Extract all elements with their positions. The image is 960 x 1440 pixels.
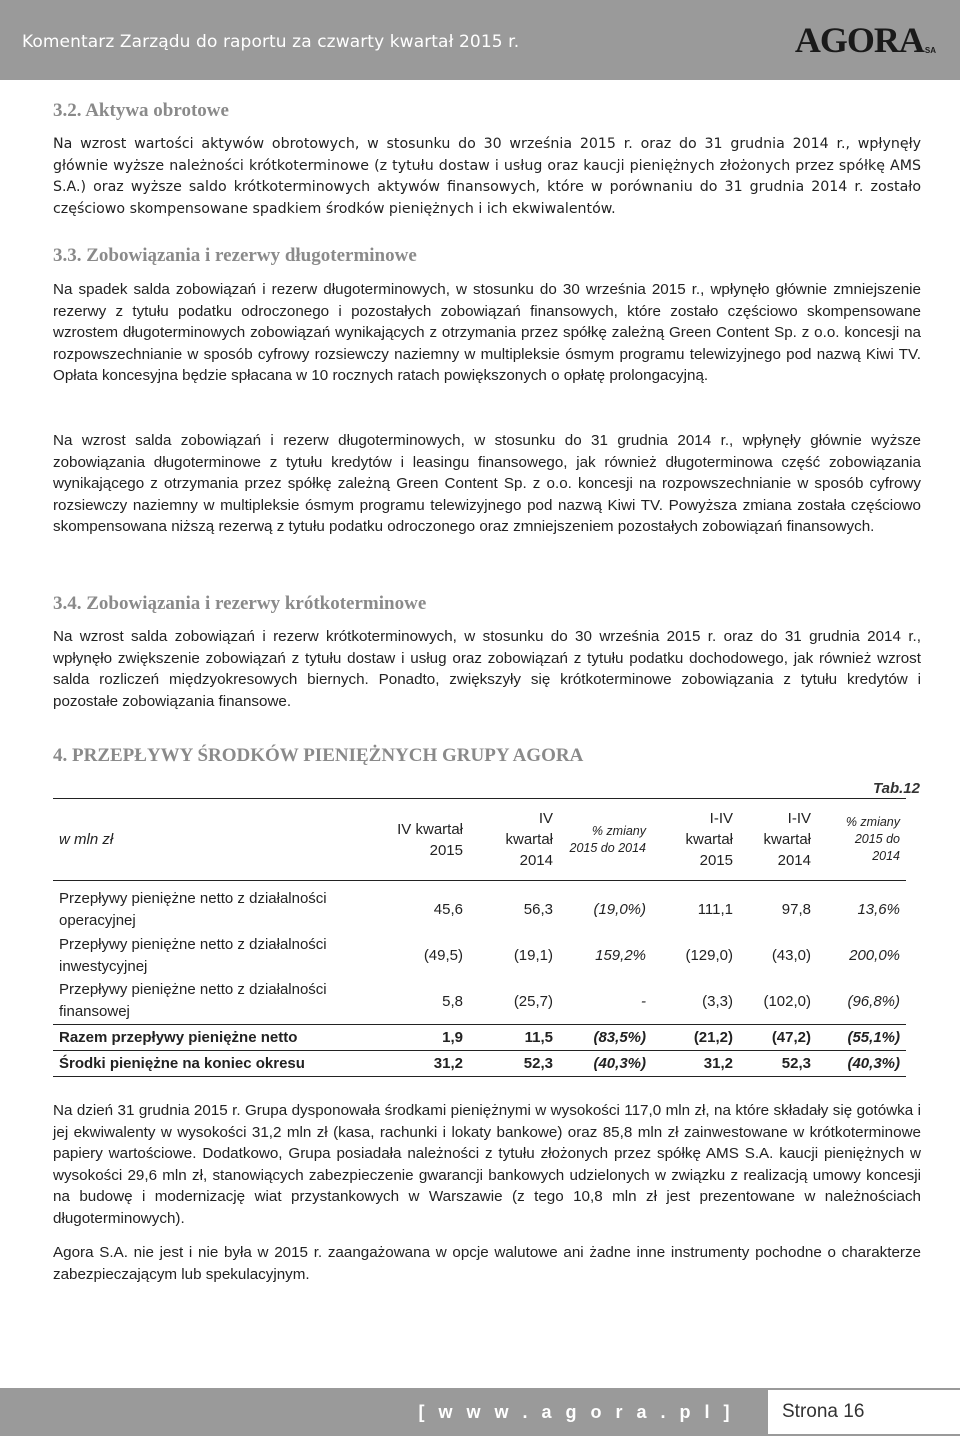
header-text: I-IV <box>709 810 733 827</box>
logo-text: AGORA <box>794 20 924 60</box>
paragraph: Na wzrost salda zobowiązań i rezerw krótkoterminowych, w stosunku do 30 września 2015 r. oraz do 31 grudnia 2014 r., wpłynęło zwiększenie zobowiązań z tytułu dostaw i usług oraz zobowiązań z tytułu podatku dochodowego, jak również wzrost salda rozliczeń międzyokresowych biernych. Ponadto, zwiększyły się krótkoterminowe zobowiązania z tytułu kredytów i pozostałe zobowiązania finansowe. <box>53 628 921 710</box>
section-long-term-body-1 <box>53 279 921 387</box>
table-header-row <box>53 799 906 881</box>
paragraph: Na dzień 31 grudnia 2015 r. Grupa dysponowała środkami pieniężnymi w wysokości 117,0 mln zł, na które składały się gotówka i jej ekwiwalenty w wysokości 31,2 mln zł (kasa, rachunki i lokaty bankowe) oraz 85,8 mln zł zainwestowane w krótkoterminowe papiery wartościowe. Dodatkowo, Grupa posiadała należności z tytułu złożonych przez spółkę AMS S.A. kaucji pieniężnych w wysokości 29,6 mln zł, stanowiących zabezpieczenie gwarancji bankowych udzielonych w związku z realizacją umowy koncesji na budowę i modernizację wiat przystankowych w Warszawie (z tego 10,8 mln zł jest prezentowane w należnościach długoterminowych). <box>53 1102 921 1227</box>
label-text: inwestycyjnej <box>59 957 148 975</box>
section-cash-flows <box>53 745 921 767</box>
page-header <box>0 0 960 80</box>
cell: 52,3 <box>523 1055 553 1072</box>
section-long-term-liabilities <box>53 245 921 267</box>
header-col-3 <box>559 799 652 881</box>
table-row <box>53 887 906 933</box>
header-text: kwartał <box>505 831 553 848</box>
cell: 1,9 <box>442 1029 463 1046</box>
cell: (3,3) <box>702 992 733 1010</box>
cell: (21,2) <box>693 1029 733 1046</box>
derivatives-text <box>53 1242 921 1285</box>
section-title: 3.4. Zobowiązania i rezerwy krótkoterminowe <box>53 593 427 614</box>
table-row <box>53 933 906 979</box>
label-text: finansowej <box>59 1003 130 1021</box>
cell: (96,8%) <box>847 992 900 1010</box>
table-row-total <box>53 1025 906 1051</box>
cell: 31,2 <box>433 1055 463 1072</box>
header-unit: w mln zł <box>59 831 114 848</box>
cash-position-text <box>53 1100 921 1229</box>
cell: (55,1%) <box>847 1029 900 1046</box>
cell: (49,5) <box>423 947 463 964</box>
cell: 56,3 <box>523 901 553 918</box>
cell: 111,1 <box>697 901 733 918</box>
cell: (40,3%) <box>847 1055 900 1072</box>
page-number: Strona 16 <box>768 1390 960 1434</box>
header-text: 2014 <box>872 849 900 863</box>
paragraph: Agora S.A. nie jest i nie była w 2015 r. zaangażowana w opcje walutowe ani żadne inne instrumenty pochodne o charakterze zabezpieczającym lub spekulacyjnym. <box>53 1244 921 1283</box>
header-text: I-IV <box>787 810 811 827</box>
cell: (25,7) <box>513 992 553 1010</box>
section-title: 4. PRZEPŁYWY ŚRODKÓW PIENIĘŻNYCH GRUPY AGORA <box>53 745 584 766</box>
cell: 11,5 <box>524 1029 553 1046</box>
header-col-5 <box>739 799 817 881</box>
paragraph: Na spadek salda zobowiązań i rezerw długoterminowych, w stosunku do 30 września 2015 r., wpłynęło głównie zmniejszenie rezerwy z tytułu podatku odroczonego i pozostałych zobowiązań finansowych, które zostało częściowo skompensowane wzrostem długoterminowych zobowiązań wynikających z otrzymania przez spółkę zależną Green Content Sp. z o.o. koncesji na rozpowszechnianie w sposób cyfrowy rozsiewczy naziemny w multipleksie ósmym programu telewizyjnego pod nazwą Kiwi TV. Opłata koncesyjna będzie spłacana w 10 rocznych ratach powiększonych o opłatę prolongacyjną. <box>53 281 921 384</box>
header-text: IV kwartał <box>397 820 463 838</box>
agora-logo <box>795 22 936 58</box>
header-text: 2015 <box>699 852 733 869</box>
section-current-assets-body <box>53 134 921 220</box>
section-short-term-body <box>53 626 921 712</box>
label-text: operacyjnej <box>59 911 136 929</box>
header-text: % zmiany <box>845 815 900 829</box>
header-text: % zmiany <box>591 823 646 838</box>
table-label: Tab.12 <box>873 780 920 797</box>
cash-flow-table-wrap <box>53 798 921 1077</box>
header-text: kwartał <box>763 831 811 848</box>
cell: (43,0) <box>771 947 811 964</box>
label-text: Przepływy pieniężne netto z działalności <box>59 981 327 999</box>
website-link[interactable]: [ w w w . a g o r a . p l ] <box>418 1402 734 1422</box>
section-current-assets <box>53 100 921 122</box>
paragraph: Na wzrost wartości aktywów obrotowych, w stosunku do 30 września 2015 r. oraz do 31 grudnia 2014 r., wpłynęły głównie wyższe należności krótkoterminowe (z tytułu dostaw i usług oraz kaucji pieniężnych złożonych przez spółkę AMS S.A.) oraz wyższe saldo krótkoterminowych aktywów finansowych, które w porównaniu do 31 grudnia 2014 r. zostało częściowo skompensowane spadkiem środków pieniężnych i ich ekwiwalentów. <box>53 136 921 217</box>
header-text: 2015 do 2014 <box>569 840 646 855</box>
section-long-term-body-2 <box>53 430 921 538</box>
cell: (47,2) <box>771 1029 811 1046</box>
row-label <box>53 887 371 933</box>
label-text: Przepływy pieniężne netto z działalności <box>59 889 327 907</box>
cell: 13,6% <box>857 901 900 918</box>
cell: 200,0% <box>849 947 900 964</box>
header-text: 2014 <box>777 852 811 869</box>
section-title: 3.2. Aktywa obrotowe <box>53 100 229 121</box>
cell: 5,8 <box>442 992 463 1010</box>
header-text: 2015 do <box>854 832 900 846</box>
row-label: Środki pieniężne na koniec okresu <box>59 1055 305 1072</box>
cell: 52,3 <box>781 1055 811 1072</box>
header-col-6 <box>817 799 906 881</box>
label-text: Przepływy pieniężne netto z działalności <box>59 935 327 953</box>
cell: 31,2 <box>703 1055 733 1072</box>
cell: (19,1) <box>513 947 553 964</box>
cell: 159,2% <box>595 947 646 964</box>
paragraph: Na wzrost salda zobowiązań i rezerw długoterminowych, w stosunku do 31 grudnia 2014 r., wpłynęły głównie wyższe zobowiązania długoterminowe z tytułu kredytów i leasingu finansowego, jak również długoterminowa część zobowiązania wynikającego z otrzymania przez spółkę zależną Green Content Sp. z o.o. koncesji na rozpowszechnianie w sposób cyfrowy rozsiewczy naziemny w multipleksie ósmym programu telewizyjnego pod nazwą Kiwi TV. Powyższa zmiana została częściowo skompensowana niższą rezerwą z tytułu podatku odroczonego oraz zmniejszeniem pozostałych zobowiązań finansowych. <box>53 432 921 535</box>
cell: (129,0) <box>685 947 733 964</box>
header-text: 2015 <box>429 841 463 859</box>
cell: 97,8 <box>781 901 811 918</box>
logo-suffix: SA <box>924 46 936 55</box>
header-col-1 <box>371 799 469 881</box>
table-row <box>53 979 906 1025</box>
cell: (83,5%) <box>593 1029 646 1046</box>
header-col-4 <box>652 799 739 881</box>
row-label <box>53 933 371 979</box>
cell: (19,0%) <box>593 901 646 918</box>
cell: (40,3%) <box>593 1055 646 1072</box>
cell: - <box>641 992 646 1010</box>
header-text: kwartał <box>685 831 733 848</box>
document-title: Komentarz Zarządu do raportu za czwarty kwartał 2015 r. <box>22 32 520 52</box>
table-row-cash-end <box>53 1051 906 1077</box>
row-label: Razem przepływy pieniężne netto <box>59 1029 298 1046</box>
section-title: 3.3. Zobowiązania i rezerwy długoterminowe <box>53 245 417 266</box>
row-label <box>53 979 371 1025</box>
cell: (102,0) <box>763 992 811 1010</box>
section-short-term-liabilities <box>53 593 921 615</box>
cell: 45,6 <box>433 901 463 918</box>
header-text: IV <box>538 810 553 827</box>
header-text: 2014 <box>519 852 553 869</box>
cash-flow-table <box>53 798 906 1077</box>
header-col-2 <box>469 799 559 881</box>
